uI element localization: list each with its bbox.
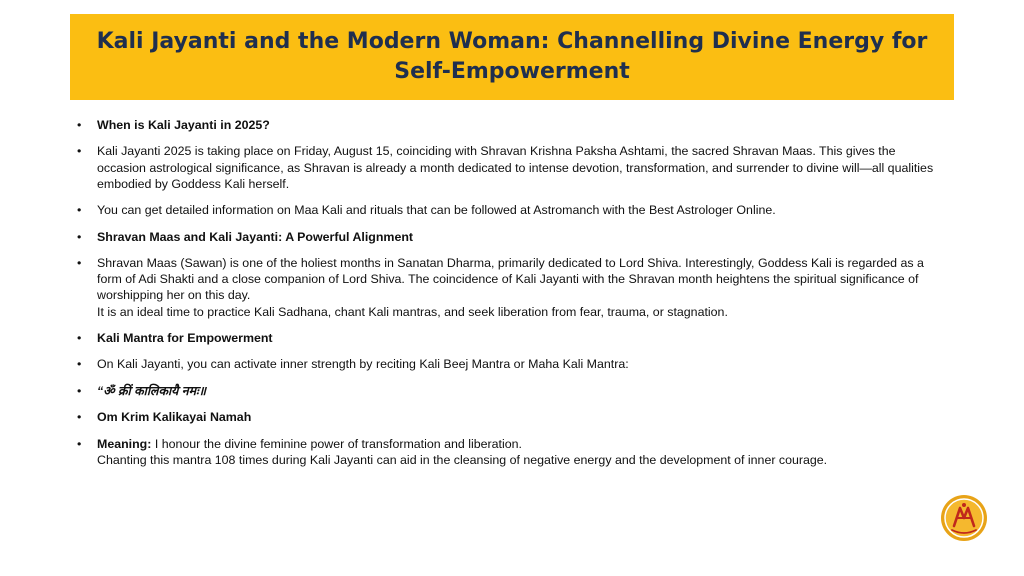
sanskrit-mantra: “ॐ क्रीं कालिकायै नमः॥ (97, 383, 207, 398)
slide-title (82, 27, 942, 87)
bullet-item (76, 143, 946, 192)
bullet-item (76, 409, 946, 425)
title-line-1: Kali Jayanti and the Modern Woman: Channelling Divine Energy for (96, 29, 928, 54)
title-line-2: Self-Empowerment (394, 59, 630, 84)
bullet-item (76, 202, 946, 218)
section-heading-shravan: Shravan Maas and Kali Jayanti: A Powerful Alignment (97, 229, 414, 244)
astromanch-logo-icon (940, 494, 988, 542)
bullet-item (76, 436, 946, 468)
bullet-item (76, 356, 946, 372)
title-band (70, 14, 954, 100)
mantra-transliteration: Om Krim Kalikayai Namah (97, 410, 252, 425)
section-heading-date: When is Kali Jayanti in 2025? (97, 118, 270, 132)
bullet-item (76, 255, 946, 320)
bullet-list (76, 117, 946, 478)
section-heading-mantra: Kali Mantra for Empowerment (97, 330, 273, 345)
bullet-item (76, 117, 946, 133)
bullet-text: It is an ideal time to practice Kali Sadhana, chant Kali mantras, and seek liberation from fear, trauma, or stagnation. (97, 304, 728, 319)
bullet-text: Chanting this mantra 108 times during Kali Jayanti can aid in the cleansing of negative energy and the development of inner courage. (97, 452, 828, 467)
bullet-text: You can get detailed information on Maa Kali and rituals that can be followed at Astromanch with the Best Astrologer Online. (97, 203, 776, 218)
meaning-text: I honour the divine feminine power of transformation and liberation. (151, 436, 522, 451)
bullet-text: Shravan Maas (Sawan) is one of the holiest months in Sanatan Dharma, primarily dedicated to Lord Shiva. Interestingly, Goddess Kali is regarded as a form of Adi Shakti and a close companion of Lord Shiva. The coincidence of Kali Jayanti with the Shravan month heightens the spiritual significance of worshipping her on this day. (97, 255, 924, 303)
bullet-item (76, 383, 946, 399)
bullet-item (76, 330, 946, 346)
meaning-label: Meaning: (97, 436, 152, 451)
bullet-text: Kali Jayanti 2025 is taking place on Friday, August 15, coinciding with Shravan Krishna Paksha Ashtami, the sacred Shravan Maas. This gives the occasion astrological significance, as Shravan is already a month dedicated to intense devotion, transformation, and surrender to divine will—all qualities embodied by Goddess Kali herself. (97, 144, 934, 191)
bullet-text: On Kali Jayanti, you can activate inner strength by reciting Kali Beej Mantra or Maha Kali Mantra: (97, 357, 629, 372)
bullet-item (76, 229, 946, 245)
